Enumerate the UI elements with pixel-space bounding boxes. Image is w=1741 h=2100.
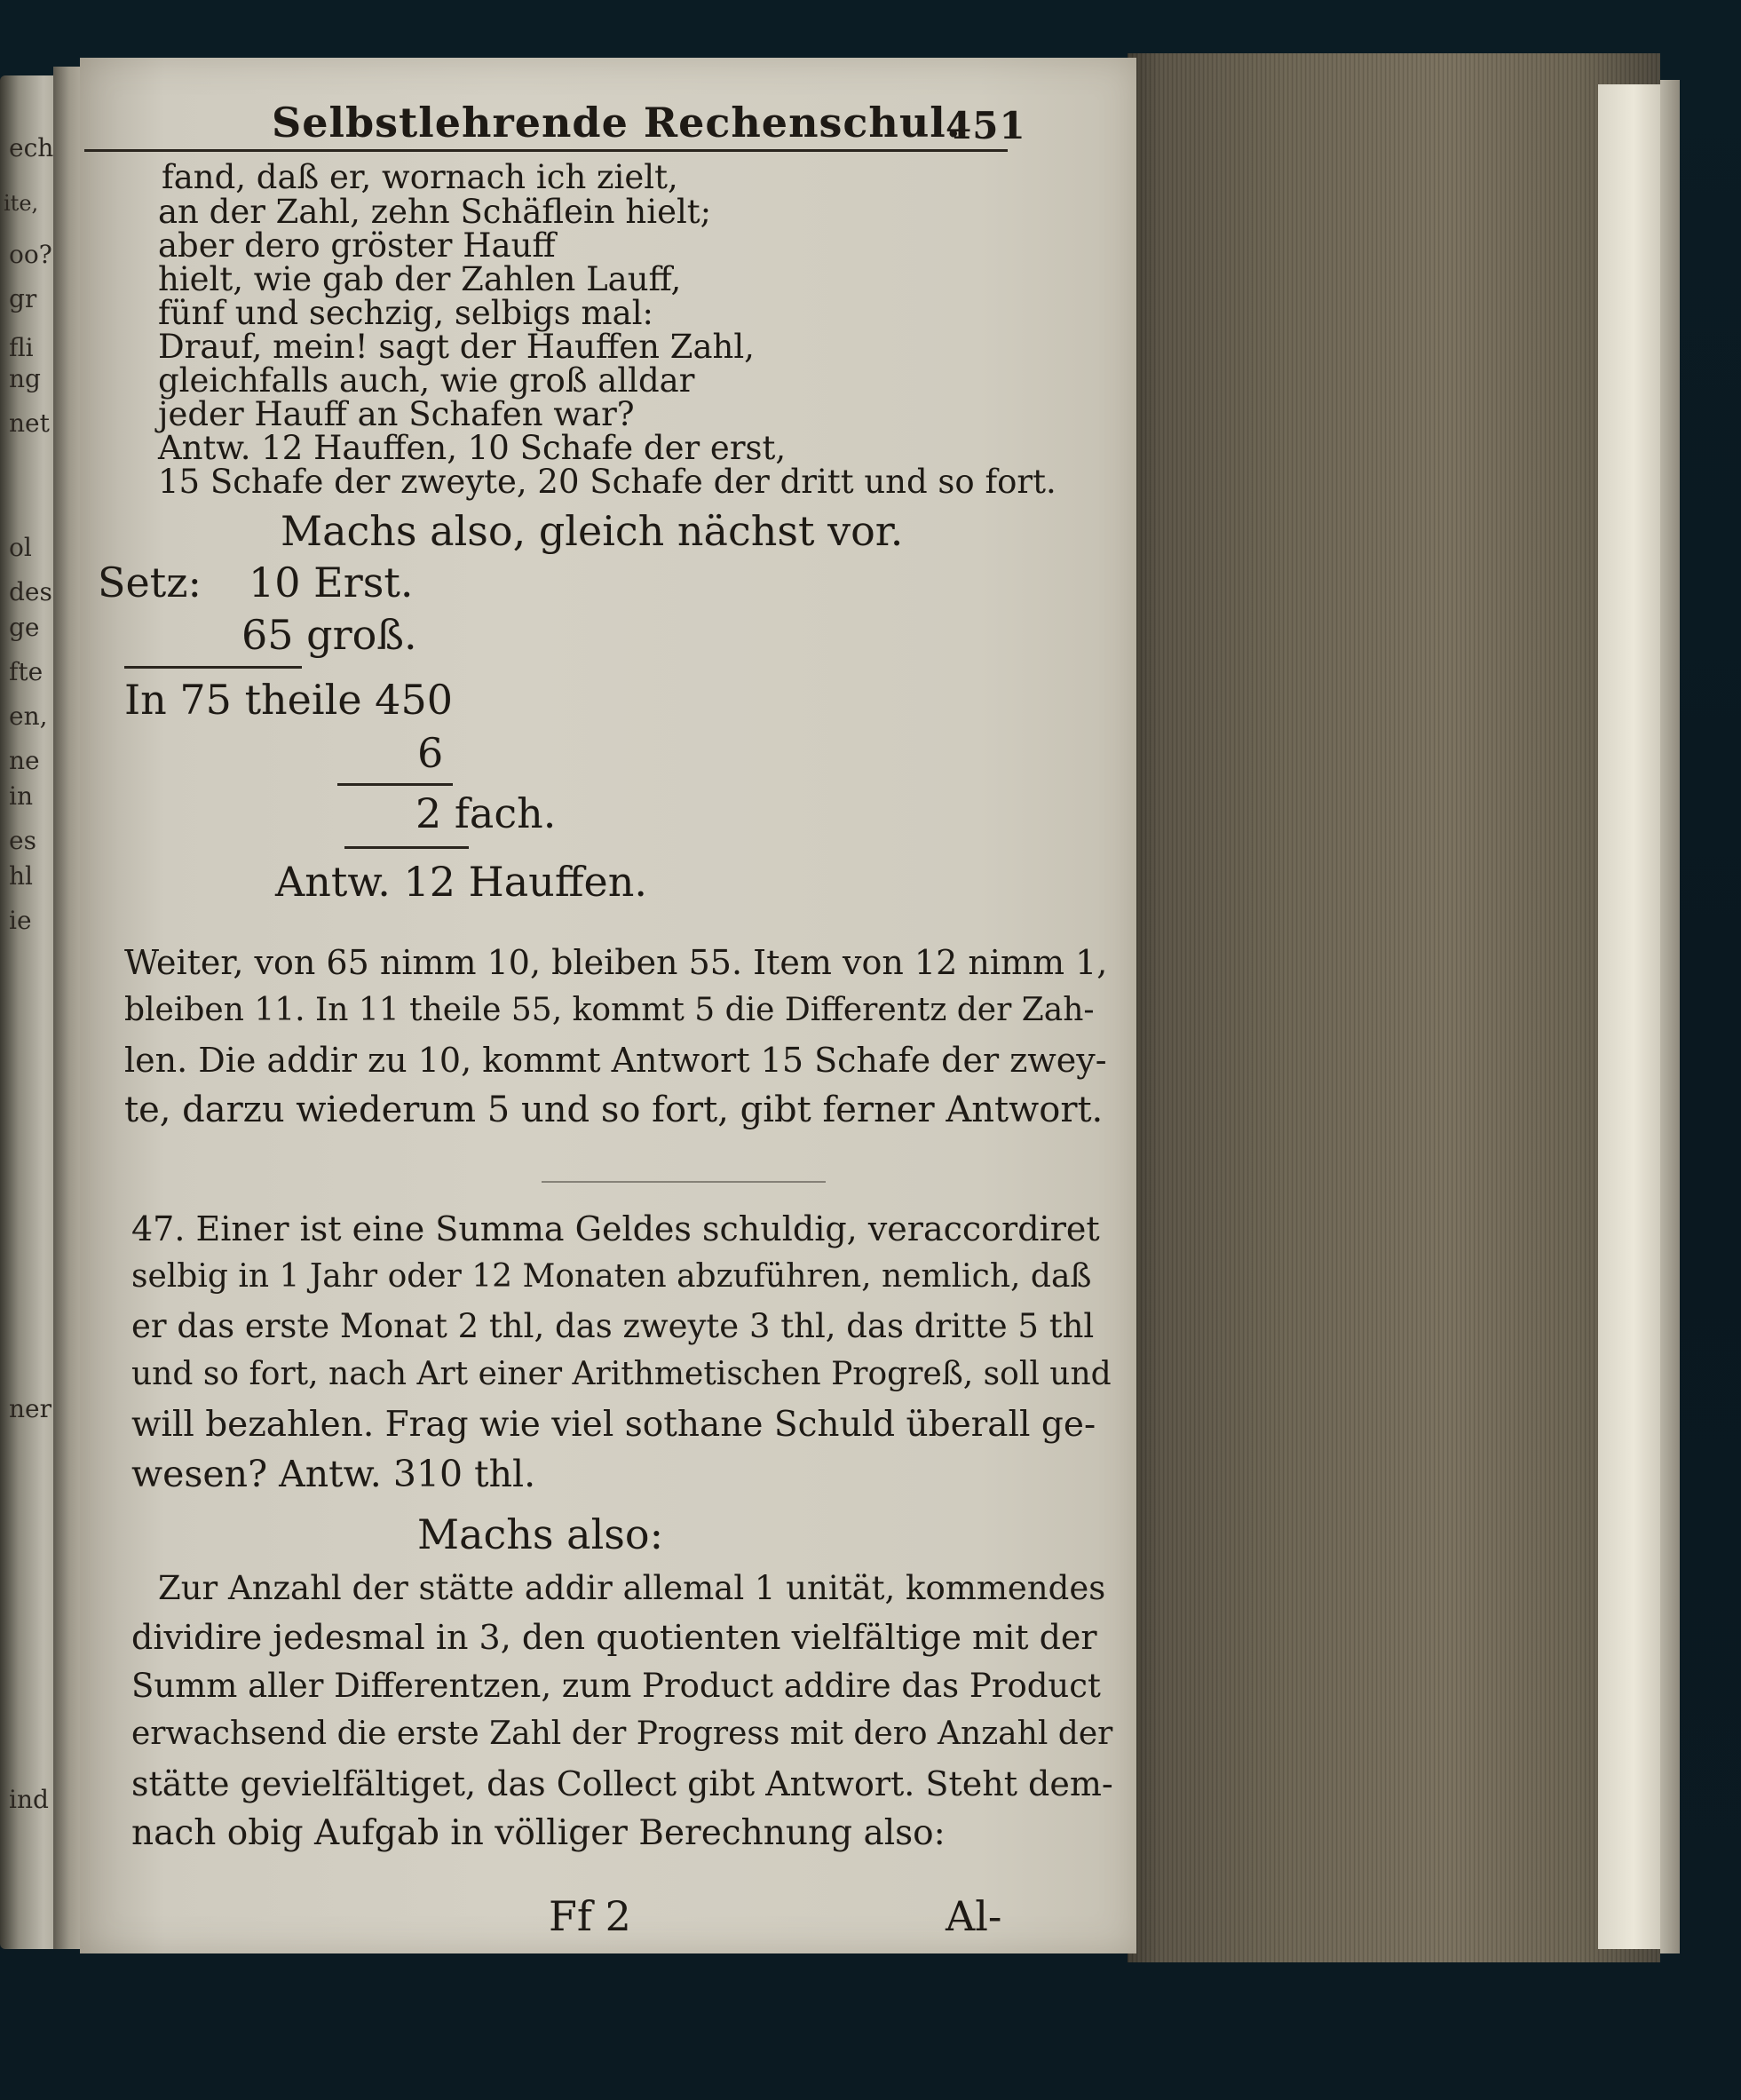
left-fragment-text: in <box>9 781 33 811</box>
running-head: Selbstlehrende Rechenschul. <box>272 99 962 147</box>
paragraph-line: Zur Anzahl der stätte addir allemal 1 unität, kommendes <box>158 1569 1106 1607</box>
left-fragment-text: hl <box>9 861 33 891</box>
calc-rule <box>124 666 302 669</box>
paragraph-line: erwachsend die erste Zahl der Progress mit dero Anzahl der <box>131 1716 1113 1752</box>
left-fragment-text: des <box>9 577 52 606</box>
left-fragment-text: net <box>9 408 50 438</box>
calc-fold: 2 fach. <box>415 789 557 837</box>
problem-line: 47. Einer ist eine Summa Geldes schuldig, veraccordiret <box>131 1209 1100 1248</box>
calc-set-big: 65 groß. <box>241 611 417 659</box>
verse-line: aber dero gröster Hauff <box>158 226 556 265</box>
calc-six: 6 <box>417 729 444 777</box>
verse-line: hielt, wie gab der Zahlen Lauff, <box>158 260 682 298</box>
verse-line: fand, daß er, wornach ich zielt, <box>162 158 678 196</box>
signature-mark: Ff 2 <box>549 1892 631 1940</box>
page-block-fore-edge <box>1128 53 1660 1962</box>
left-fragment-text: ind <box>9 1785 49 1814</box>
paragraph-line: Weiter, von 65 nimm 10, bleiben 55. Item von 12 nimm 1, <box>124 943 1108 982</box>
calc-set-label: Setz: <box>98 559 202 606</box>
left-fragment-text: ite, <box>4 191 39 216</box>
paragraph-line: len. Die addir zu 10, kommt Antwort 15 Schafe der zwey- <box>124 1041 1107 1080</box>
verse-line: Antw. 12 Hauffen, 10 Schafe der erst, <box>158 429 787 467</box>
left-fragment-text: ge <box>9 613 40 642</box>
verse-line: jeder Hauff an Schafen war? <box>158 395 635 433</box>
problem-line: will bezahlen. Frag wie viel sothane Schuld überall ge- <box>131 1405 1096 1445</box>
left-fragment-text: es <box>9 826 36 855</box>
calc-answer: Antw. 12 Hauffen. <box>275 858 647 906</box>
page-number: 451 <box>946 104 1026 147</box>
book-cover-spine-edge <box>1660 80 1680 1953</box>
header-rule <box>84 149 1008 152</box>
problem-line: wesen? Antw. 310 thl. <box>131 1453 536 1495</box>
calc-rule <box>344 846 469 849</box>
left-fragment-text: oo? <box>9 240 52 269</box>
verse-line: gleichfalls auch, wie groß alldar <box>158 361 695 400</box>
book-cover-edge <box>1598 84 1669 1949</box>
paragraph-line: stätte gevielfältiget, das Collect gibt Antwort. Steht dem- <box>131 1764 1113 1803</box>
left-fragment-text: ie <box>9 906 32 935</box>
machs-also-heading: Machs also: <box>417 1510 664 1558</box>
problem-line: er das erste Monat 2 thl, das zweyte 3 thl, das dritte 5 thl <box>131 1307 1095 1345</box>
paragraph-line: nach obig Aufgab in völliger Berechnung also: <box>131 1813 946 1853</box>
catchword: Al- <box>946 1892 1002 1940</box>
left-fragment-text: ne <box>9 746 40 775</box>
left-fragment-text: ech <box>9 133 54 162</box>
problem-line: selbig in 1 Jahr oder 12 Monaten abzuführen, nemlich, daß <box>131 1258 1092 1295</box>
verse-line: an der Zahl, zehn Schäflein hielt; <box>158 193 712 231</box>
left-fragment-text: en, <box>9 701 48 731</box>
left-fragment-text: fte <box>9 657 44 686</box>
paragraph-line: dividire jedesmal in 3, den quotienten vielfältige mit der <box>131 1618 1097 1657</box>
left-fragment-text: gr <box>9 284 37 313</box>
verse-line: 15 Schafe der zweyte, 20 Schafe der dritt und so fort. <box>158 463 1056 501</box>
calc-rule <box>337 783 453 786</box>
left-fragment-text: ol <box>9 533 32 562</box>
paragraph-line: bleiben 11. In 11 theile 55, kommt 5 die Differentz der Zah- <box>124 992 1095 1028</box>
calc-set-first: 10 Erst. <box>249 559 414 606</box>
verse-line: Drauf, mein! sagt der Hauffen Zahl, <box>158 328 755 366</box>
left-fragment-text: fli <box>9 333 34 362</box>
section-rule <box>542 1181 826 1183</box>
left-fragment-text: ng <box>9 364 41 393</box>
left-page-text-fragments <box>2 75 55 1949</box>
paragraph-line: te, darzu wiederum 5 und so fort, gibt ferner Antwort. <box>124 1090 1104 1130</box>
problem-line: und so fort, nach Art einer Arithmetischen Progreß, soll und <box>131 1356 1112 1392</box>
left-fragment-text: ner <box>9 1394 51 1423</box>
book-page <box>80 58 1136 1953</box>
calc-heading: Machs also, gleich nächst vor. <box>281 507 904 555</box>
paragraph-line: Summ aller Differentzen, zum Product addire das Product <box>131 1667 1101 1705</box>
verse-line: fünf und sechzig, selbigs mal: <box>158 294 653 332</box>
calc-divide-line: In 75 theile 450 <box>124 676 453 724</box>
